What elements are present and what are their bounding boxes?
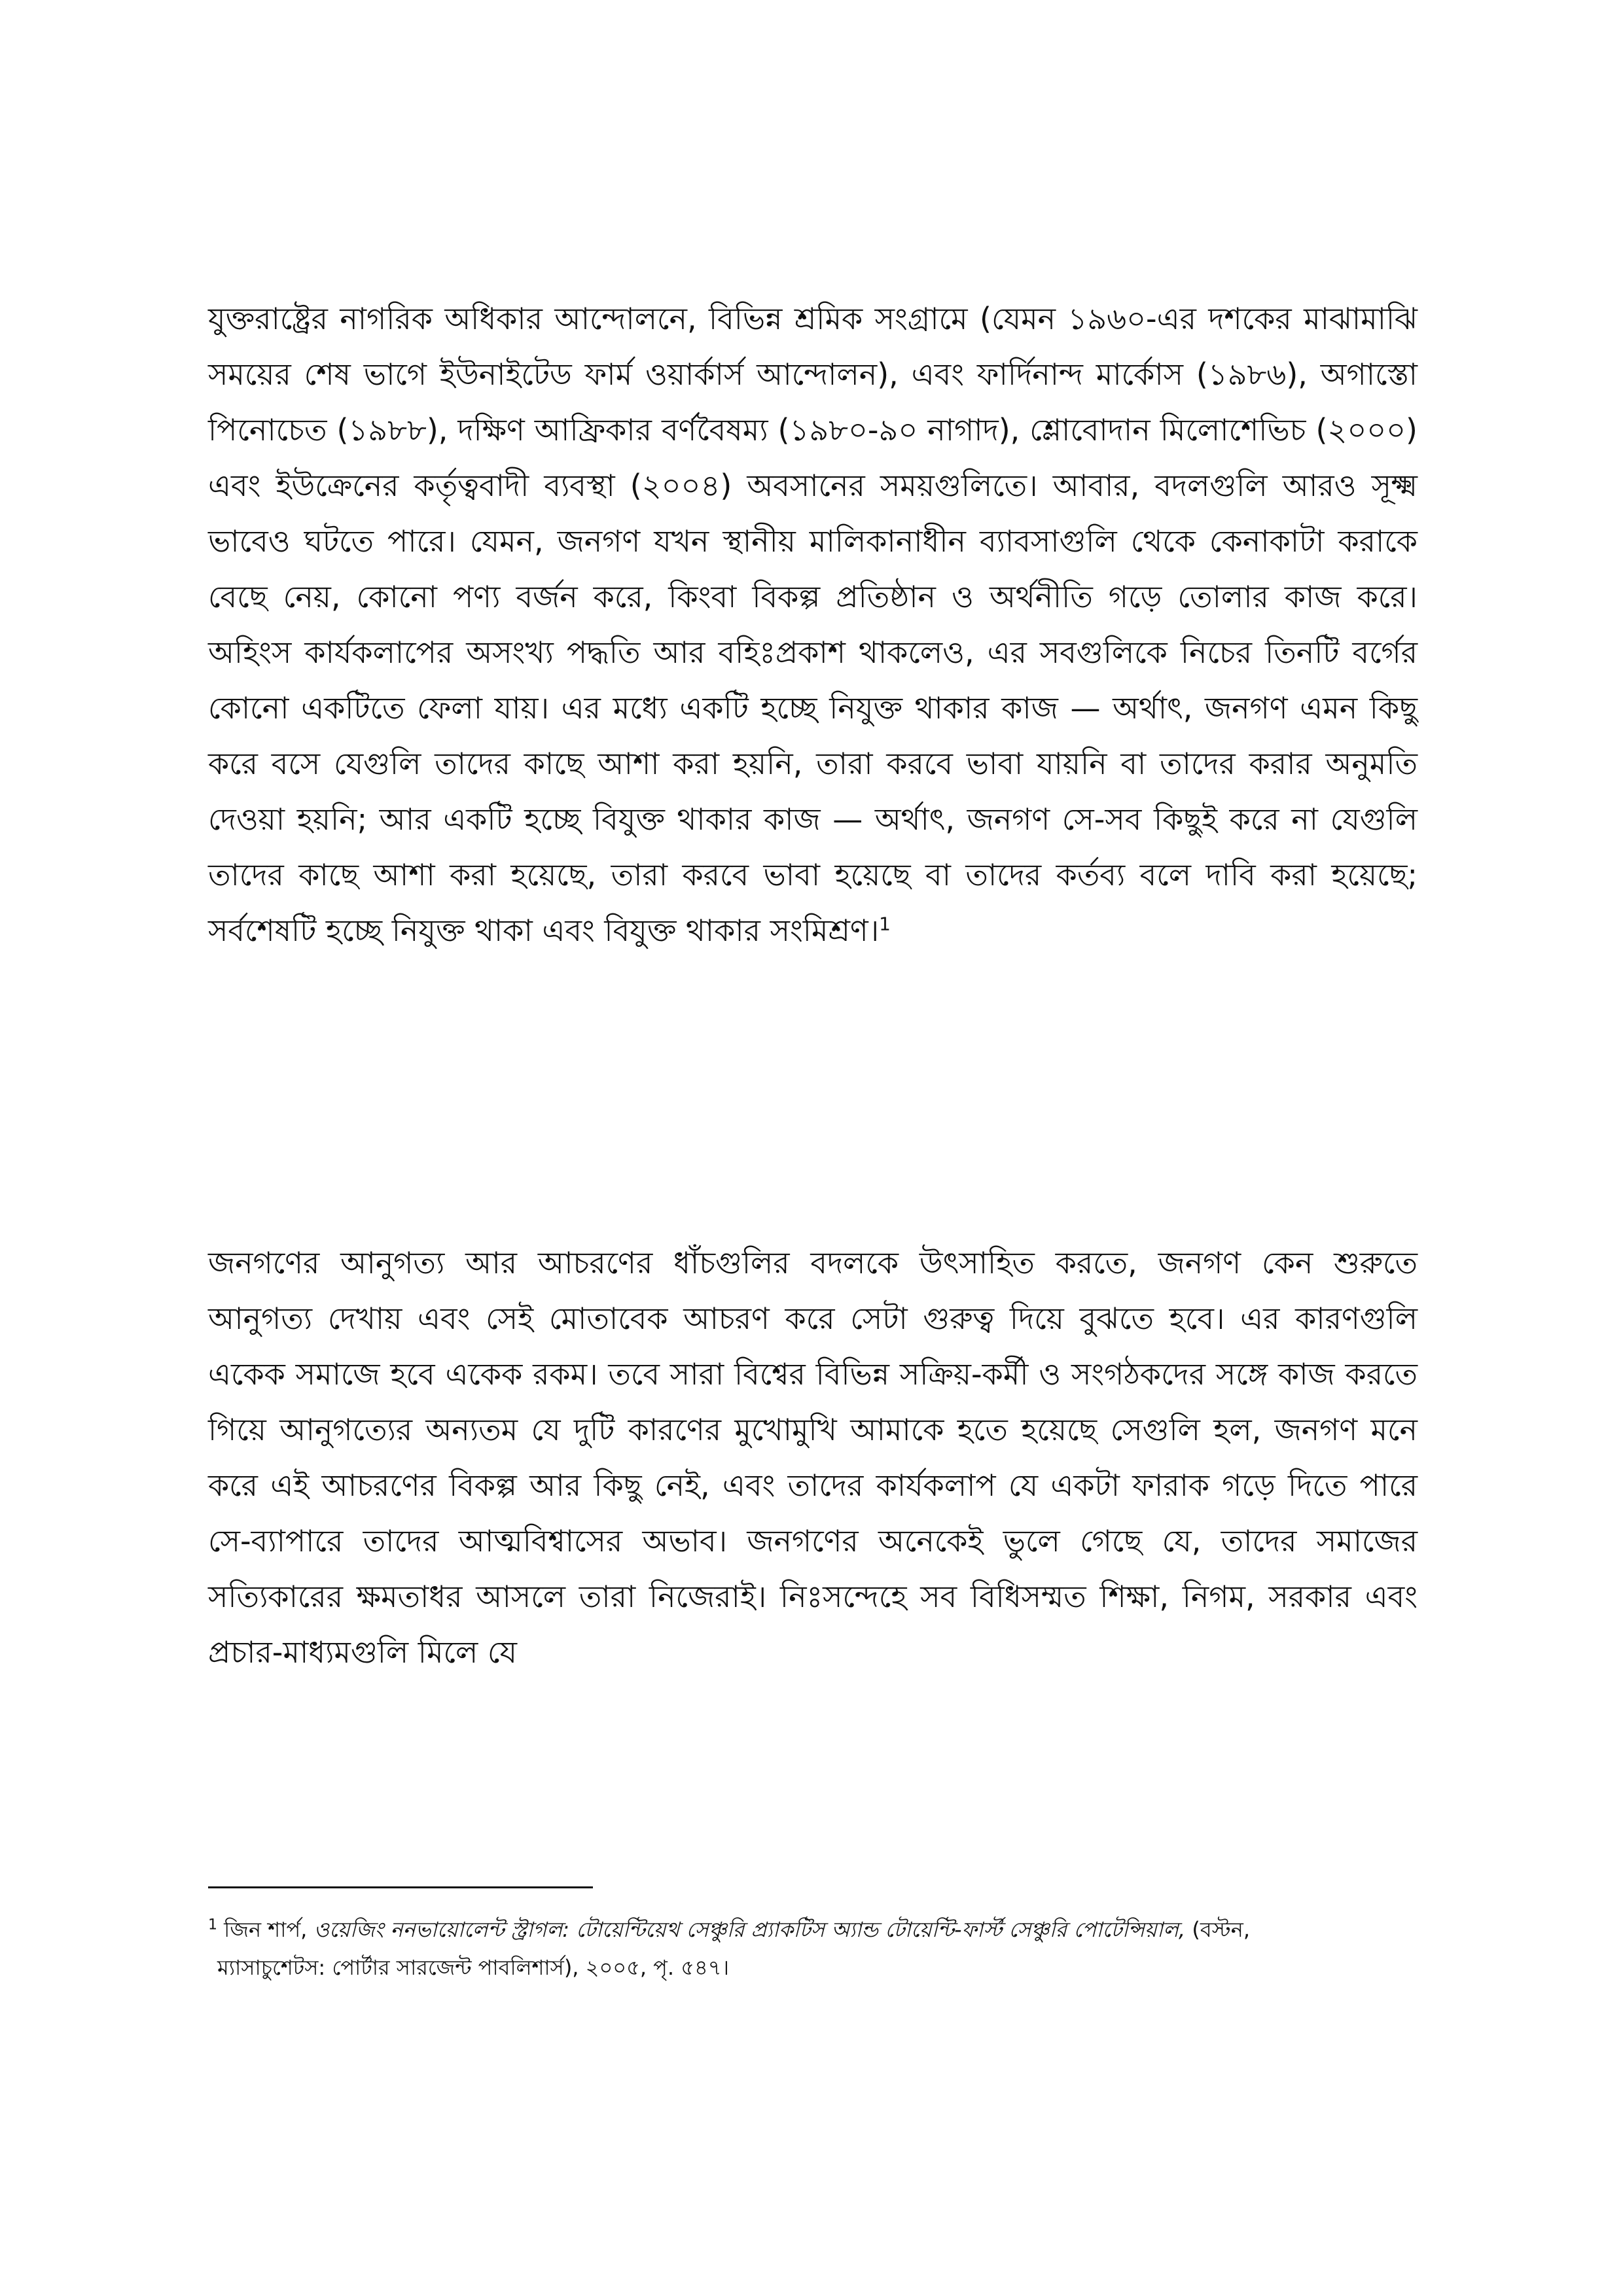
- body-paragraph-2: [208, 1235, 1418, 1680]
- paragraph-1-text: যুক্তরাষ্ট্রের নাগরিক অধিকার আন্দোলনে, বিভিন্ন শ্রমিক সংগ্রামে (যেমন ১৯৬০-এর দশকের মাঝামাঝি সময়ের শেষ ভাগে ইউনাইটেড ফার্ম ওয়ার্কার্স আন্দোলন), এবং ফার্দিনান্দ মার্কোস (১৯৮৬), অগাস্তো পিনোচেত (১৯৮৮), দক্ষিণ আফ্রিকার বর্ণবৈষম্য (১৯৮০-৯০ নাগাদ), শ্লোবোদান মিলোশেভিচ (২০০০) এবং ইউক্রেনের কর্তৃত্ববাদী ব্যবস্থা (২০০৪) অবসানের সময়গুলিতে। আবার, বদলগুলি আরও সূক্ষ্ম ভাবেও ঘটতে পারে। যেমন, জনগণ যখন স্থানীয় মালিকানাধীন ব্যাবসাগুলি থেকে কেনাকাটা করাকে বেছে নেয়, কোনো পণ্য বর্জন করে, কিংবা বিকল্প প্রতিষ্ঠান ও অর্থনীতি গড়ে তোলার কাজ করে। অহিংস কার্যকলাপের অসংখ্য পদ্ধতি আর বহিঃপ্রকাশ থাকলেও, এর সবগুলিকে নিচের তিনটি বর্গের কোনো একটিতে ফেলা যায়। এর মধ্যে একটি হচ্ছে নিযুক্ত থাকার কাজ — অর্থাৎ, জনগণ এমন কিছু করে বসে যেগুলি তাদের কাছে আশা করা হয়নি, তারা করবে ভাবা যায়নি বা তাদের করার অনুমতি দেওয়া হয়নি; আর একটি হচ্ছে বিযুক্ত থাকার কাজ — অর্থাৎ, জনগণ সে-সব কিছুই করে না যেগুলি তাদের কাছে আশা করা হয়েছে, তারা করবে ভাবা হয়েছে বা তাদের কর্তব্য বলে দাবি করা হয়েছে; সর্বশেষটি হচ্ছে নিযুক্ত থাকা এবং বিযুক্ত থাকার সংমিশ্রণ।: [208, 301, 1418, 948]
- footnote-1: [208, 1911, 1418, 1987]
- footnote-number: 1: [208, 1916, 217, 1934]
- footnote-publication-details: ম্যাসাচুশেটস: পোর্টার সারজেন্ট পাবলিশার্স), ২০০৫, পৃ. ৫৪৭।: [217, 1955, 730, 1980]
- body-paragraph-1: [208, 291, 1418, 959]
- footnote-reference-1[interactable]: 1: [879, 913, 891, 935]
- footnote-publication-start: (বস্টন,: [1192, 1917, 1250, 1942]
- footnote-book-title: ওয়েজিং ননভায়োলেন্ট স্ট্রাগল: টোয়েন্টিয়েথ সেঞ্চুরি প্র্যাকটিস অ্যান্ড টোয়েন্টি-ফার্স্ট সেঞ্চুরি পোটেন্সিয়াল,: [313, 1917, 1186, 1942]
- footnote-author: জিন শার্প,: [224, 1917, 308, 1942]
- footnote-separator: [208, 1886, 593, 1888]
- paragraph-2-text: জনগণের আনুগত্য আর আচরণের ধাঁচগুলির বদলকে উৎসাহিত করতে, জনগণ কেন শুরুতে আনুগত্য দেখায় এবং সেই মোতাবেক আচরণ করে সেটা গুরুত্ব দিয়ে বুঝতে হবে। এর কারণগুলি একেক সমাজে হবে একেক রকম। তবে সারা বিশ্বের বিভিন্ন সক্রিয়-কর্মী ও সংগঠকদের সঙ্গে কাজ করতে গিয়ে আনুগত্যের অন্যতম যে দুটি কারণের মুখোমুখি আমাকে হতে হয়েছে সেগুলি হল, জনগণ মনে করে এই আচরণের বিকল্প আর কিছু নেই, এবং তাদের কার্যকলাপ যে একটা ফারাক গড়ে দিতে পারে সে-ব্যাপারে তাদের আত্মবিশ্বাসের অভাব। জনগণের অনেকেই ভুলে গেছে যে, তাদের সমাজের সত্যিকারের ক্ষমতাধর আসলে তারা নিজেরাই। নিঃসন্দেহে সব বিধিসম্মত শিক্ষা, নিগম, সরকার এবং প্রচার-মাধ্যমগুলি মিলে যে: [208, 1245, 1418, 1670]
